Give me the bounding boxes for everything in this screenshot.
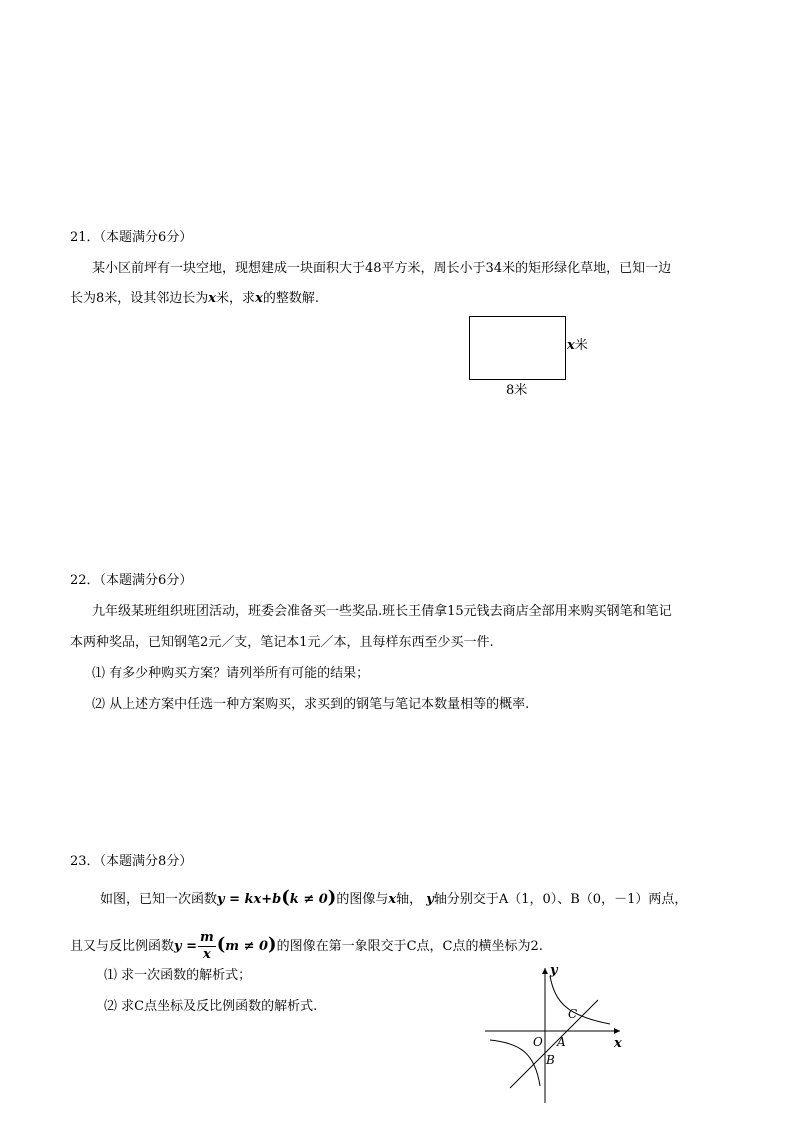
q21-text: 长为8米，设其邻边长为 [70,291,209,306]
fraction-m-over-x [198,930,216,963]
linear-equation: y = kx+b [217,892,282,907]
rectangle-figure [469,316,566,380]
variable-x: x [567,338,575,353]
function-graph [480,958,630,1108]
q23-header: 23．（本题满分8分） [70,854,193,869]
point-c-label: C [568,1007,578,1021]
point-a-label: A [557,1035,566,1049]
q21-text: 米，求 [216,291,256,306]
q22-paragraph-line2: 本两种奖品，已知钢笔2元／支，笔记本1元／本，且每样东西至少买一件. [70,635,494,650]
linear-function-line [510,1000,598,1088]
q21-paragraph-line2 [70,289,319,309]
q22-paragraph-line1: 九年级某班组织班团活动，班委会准备买一些奖品.班长王倩拿15元钱去商店全部用来购买钢笔和笔记 [92,604,672,619]
graph-x-label: x [614,1036,622,1051]
rectangle-side-label [567,336,588,356]
inverse-condition: m ≠ 0 [225,939,269,954]
graph-y-label: y [550,963,558,978]
q23-subquestion-1: ⑴ 求一次函数的解析式； [104,968,252,983]
q22-subquestion-1: ⑴ 有多少种购买方案？请列举所有可能的结果； [92,666,370,681]
fraction-denominator: x [203,947,211,962]
variable-x: x [388,892,397,907]
q22-subquestion-2: ⑵ 从上述方案中任选一种方案购买，求买到的钢笔与笔记本数量相等的概率. [92,697,530,712]
q23-text: 的图像在第一象限交于C点，C点的横坐标为2. [276,939,543,954]
unit-label: 米 [574,338,588,353]
q23-text: 如图，已知一次函数 [100,892,218,907]
q23-text: 且又与反比例函数 [70,939,175,954]
q23-paragraph-line1: 如图，已知一次函数y = kx+b(k ≠ 0)的图像与x轴， y轴分别交于A（1，0）、B（0，－1）两点， [100,887,688,908]
fraction-numerator: m [200,930,214,945]
variable-x: x [208,291,217,306]
linear-condition: k ≠ 0 [289,892,328,907]
inverse-equation-lhs: y = [174,939,197,954]
q23-text: 的图像与 [336,892,389,907]
q22-header: 22．（本题满分6分） [70,573,193,588]
q23-text: 轴， [396,892,423,907]
rectangle-bottom-label: 8米 [506,383,528,398]
q21-paragraph-line1: 某小区前坪有一块空地，现想建成一块面积大于48平方米，周长小于34米的矩形绿化草地，已知一边 [92,261,672,276]
q23-text: 轴分别交于A（1，0）、B（0，－1）两点， [433,892,688,907]
point-b-label: B [546,1053,555,1067]
hyperbola-branch-q1 [550,976,610,1024]
origin-label: O [533,1035,543,1049]
q23-subquestion-2: ⑵ 求C点坐标及反比例函数的解析式. [104,999,318,1014]
q21-header: 21．（本题满分6分） [70,230,193,245]
variable-x: x [255,291,263,306]
q21-text: 的整数解. [262,291,319,306]
q23-paragraph-line2: 且又与反比例函数y = $\frac{m}{x}$ (m ≠ 0)的图像在第一象限交于C点，C点的横坐标为2. [70,930,543,962]
variable-y: y [426,892,434,907]
